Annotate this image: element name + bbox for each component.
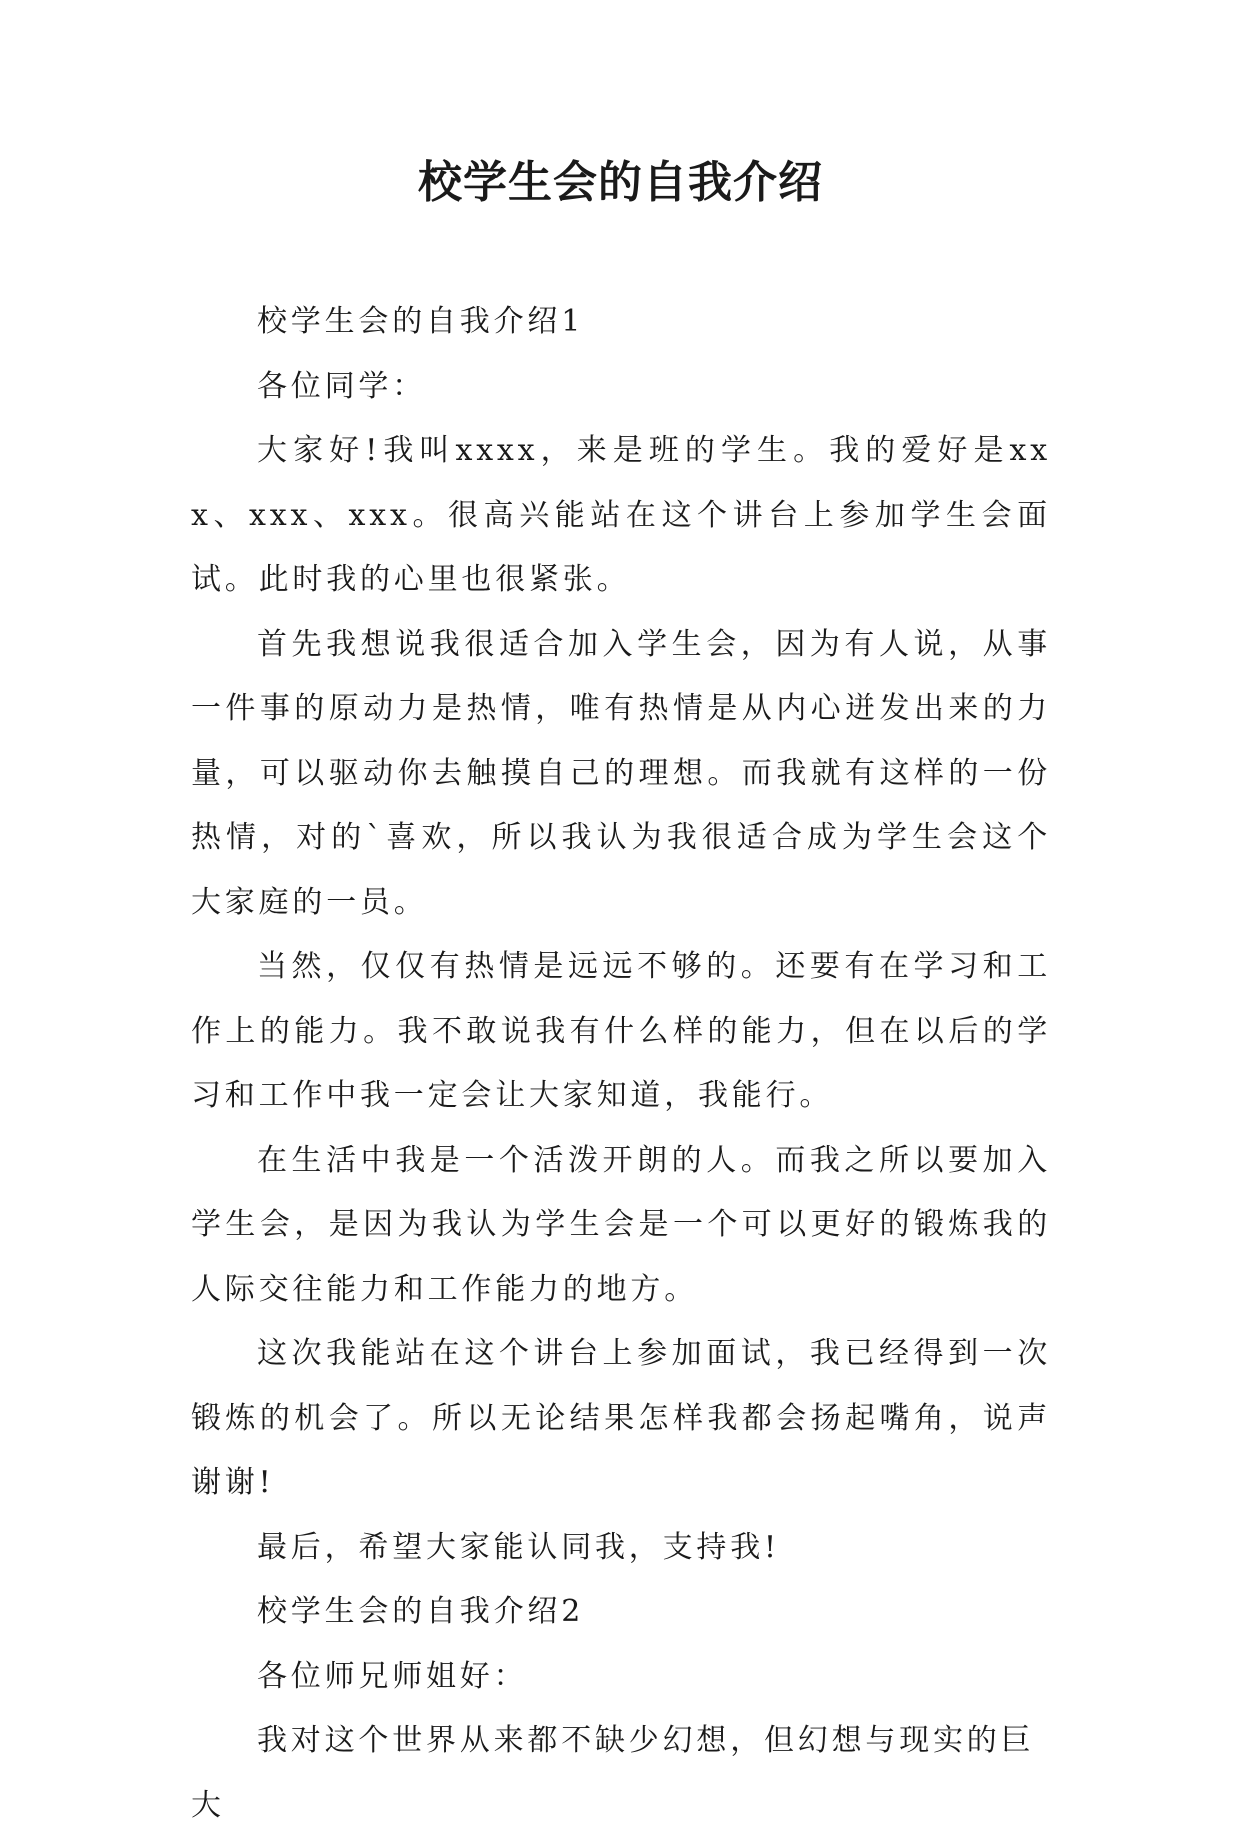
paragraph-passion: 首先我想说我很适合加入学生会，因为有人说，从事一件事的原动力是热情，唯有热情是从内心迸发出来的力量，可以驱动你去触摸自己的理想。而我就有这样的一份热情，对的`喜欢，所以我认为我很适合成为学生会这个大家庭的一员。: [191, 626, 1051, 920]
paragraph-fantasy: 我对这个世界从来都不缺少幻想，但幻想与现实的巨大: [191, 1723, 1035, 1823]
paragraph-opportunity: 这次我能站在这个讲台上参加面试，我已经得到一次锻炼的机会了。所以无论结果怎样我都会扬起嘴角，说声谢谢!: [191, 1336, 1051, 1500]
section-heading-2: 校学生会的自我介绍2: [257, 1594, 585, 1629]
paragraph-intro: 大家好!我叫xxxx，来是班的学生。我的爱好是xxx、xxx、xxx。很高兴能站在这个讲台上参加学生会面试。此时我的心里也很紧张。: [191, 433, 1051, 597]
salutation-1: 各位同学：: [257, 368, 426, 404]
paragraph-closing: 最后，希望大家能认同我，支持我!: [257, 1529, 780, 1565]
paragraph-personality: 在生活中我是一个活泼开朗的人。而我之所以要加入学生会，是因为我认为学生会是一个可以更好的锻炼我的人际交往能力和工作能力的地方。: [191, 1142, 1051, 1307]
section-heading-1: 校学生会的自我介绍1: [257, 304, 585, 339]
salutation-2: 各位师兄师姐好：: [257, 1658, 528, 1694]
paragraph-ability: 当然，仅仅有热情是远远不够的。还要有在学习和工作上的能力。我不敢说我有什么样的能力，但在以后的学习和工作中我一定会让大家知道，我能行。: [191, 949, 1051, 1113]
document-title: 校学生会的自我介绍: [418, 157, 823, 208]
document-body: [191, 290, 1051, 1838]
